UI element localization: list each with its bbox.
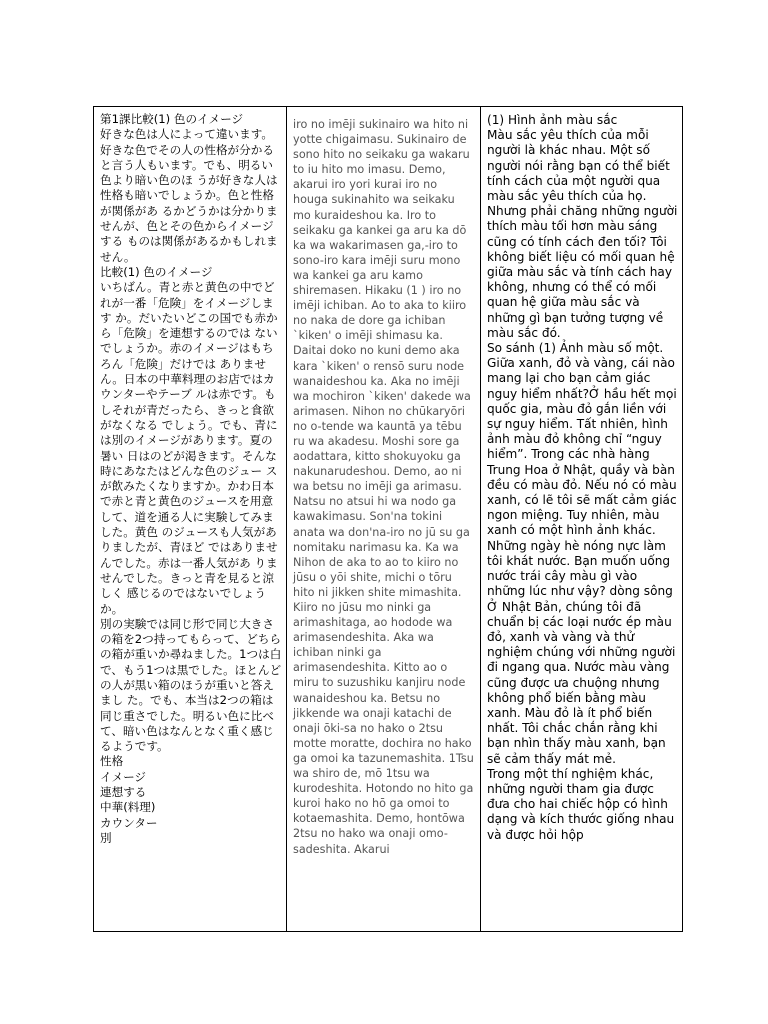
- vocab-item: 連想する: [100, 785, 147, 800]
- vietnamese-column: [481, 107, 684, 931]
- vietnamese-title: (1) Hình ảnh màu sắc: [487, 113, 618, 127]
- translation-table: [93, 106, 683, 932]
- lesson-title: 第1課比較(1) 色のイメージ: [100, 112, 244, 126]
- vocab-item: イメージ: [100, 769, 147, 784]
- romaji-column: [287, 107, 481, 931]
- romaji-text: iro no imēji sukinairo wa hito ni yotte chigaimasu. Sukinairo de sono hito no seikaku ga wakaru to iu hito mo imasu. Demo, akarui iro yori kurai iro no houga sukinahito wa seikaku mo kuraideshou ka. Iro to seikaku ga kankei ga aru ka dō ka wa wakarimasen ga,-iro to sono-iro kara imēji suru mono wa kankei ga aru kamo shiremasen. Hikaku (1 ) iro no imēji ichiban. Ao to aka to kiiro no naka de dore ga ichiban `kiken' o imēji shimasu ka. Daitai doko no kuni demo aka kara `kiken' o rensō suru node wanaideshou ka. Aka no imēji wa mochiron `kiken' dakede wa arimasen. Nihon no chūkaryōri no o-tende wa kauntā ya tēbu ru wa akadesu. Moshi sore ga aodattara, kitto shokuyoku ga nakunarudeshou. Demo, ao ni wa betsu no imēji ga arimasu. Natsu no atsui hi wa nodo ga kawakimasu. Son'na tokini anata wa don'na-iro no jū su ga nomitaku narimasu ka. Ka wa Nihon de aka to ao to kiiro no jūsu o yōi shite, michi o tōru hito ni jikken shite mimashita. Kiiro no jūsu mo ninki ga arimashitaga, ao hodode wa arimasendeshita. Aka wa ichiban ninki ga arimasendeshita. Kitto ao o miru to suzushiku kanjiru node wanaideshou ka. Betsu no jikkende wa onaji katachi de onaji ōki-sa no hako o 2tsu motte moratte, dochira no hako ga omoi ka tazunemashita. 1Tsu wa shiro de, mō 1tsu wa kurodeshita. Hotondo no hito ga kuroi hako no hō ga omoi to kotaemashita. Demo, hontōwa 2tsu no hako wa onaji omo-sadeshita. Akarui: [293, 118, 474, 856]
- japanese-paragraph-1: 好きな色は人によって違います。好きな色でその人の性格が分かると言う人もいます。でも、明るい色より暗い色のほ うが好きな人は性格も暗いでしょうか。色と性格が関係があ るかどうかは分かりませんが、色とその色からイメージする ものは関係があるかもしれません。: [100, 127, 278, 264]
- vietnamese-paragraph-1: Màu sắc yêu thích của mỗi người là khác nhau. Một số người nói rằng bạn có thể biết tính cách của một người qua màu sắc yêu thích của họ. Nhưng phải chăng những người thích màu tối hơn màu sáng cũng có tính cách đen tối? Tôi không biết liệu có mối quan hệ giữa màu sắc và tính cách hay không, nhưng có thể có mối quan hệ giữa màu sắc và những gì bạn tưởng tượng về màu sắc đó.: [487, 128, 678, 340]
- japanese-paragraph-3: 別の実験では同じ形で同じ大きさの箱を2つ持ってもらって、どちらの箱が重いか尋ねました。1つは白で、もう1つは黒でした。ほとんどの人が黒い箱のほうが重いと答えまし た。でも、本当は2つの箱は同じ重さでした。明るい色に比べて、暗い色はなんとなく重く感じるようです。: [100, 616, 282, 754]
- japanese-column: [94, 107, 287, 931]
- vocab-item: 別: [100, 830, 112, 845]
- japanese-paragraph-2: いちばん。青と赤と黄色の中でどれが一番「危険」をイメージします か。だいたいどこの国でも赤から「危険」を連想するのでは ないでしょうか。赤のイメージはもちろん「危険」だけでは ありません。日本の中華料理のお店ではカウンターやテーブ ルは赤です。もしそれが青だったら、きっと食欲がなくなる でしょう。でも、青には別のイメージがあります。夏の暑い 日はのどが渇きます。そんな時にあなたはどんな色のジュー スが飲みたくなりますか。かわ日本で赤と青と黄色のジュースを用意して、道を通る人に実験してみました。黄色 のジュースも人気がありましたが、青ほど ではありませんでした。赤は一番人気があ りませんでした。きっと青を見ると涼しく 感じるのではないでしょうか。: [100, 280, 278, 616]
- vocab-item: 性格: [100, 754, 124, 769]
- vietnamese-paragraph-2: So sánh (1) Ảnh màu số một. Giữa xanh, đỏ và vàng, cái nào mang lại cho bạn cảm giác nguy hiểm nhất?Ở hầu hết mọi quốc gia, màu đỏ gắn liền với sự nguy hiểm. Tất nhiên, hình ảnh màu đỏ không chỉ “nguy hiểm”. Trong các nhà hàng Trung Hoa ở Nhật, quầy và bàn đều có màu đỏ. Nếu nó có màu xanh, có lẽ tôi sẽ mất cảm giác ngon miệng. Tuy nhiên, màu xanh có một hình ảnh khác. Những ngày hè nóng nực làm tôi khát nước. Bạn muốn uống nước trái cây màu gì vào những lúc như vậy? dòng sông Ở Nhật Bản, chúng tôi đã chuẩn bị các loại nước ép màu đỏ, xanh và vàng và thử nghiệm chúng với những người đi ngang qua. Nước màu vàng cũng được ưa chuộng nhưng không phổ biến bằng màu xanh. Màu đỏ là ít phổ biến nhất. Tôi chắc chắn rằng khi bạn nhìn thấy màu xanh, bạn sẽ cảm thấy mát mẻ.: [487, 341, 677, 766]
- vietnamese-paragraph-3: Trong một thí nghiệm khác, những người tham gia được đưa cho hai chiếc hộp có hình dạng và kích thước giống nhau và được hỏi hộp: [487, 766, 675, 842]
- vocab-item: カウンター: [100, 815, 158, 830]
- japanese-subtitle: 比較(1) 色のイメージ: [100, 264, 213, 279]
- vocab-item: 中華(料理): [100, 800, 156, 815]
